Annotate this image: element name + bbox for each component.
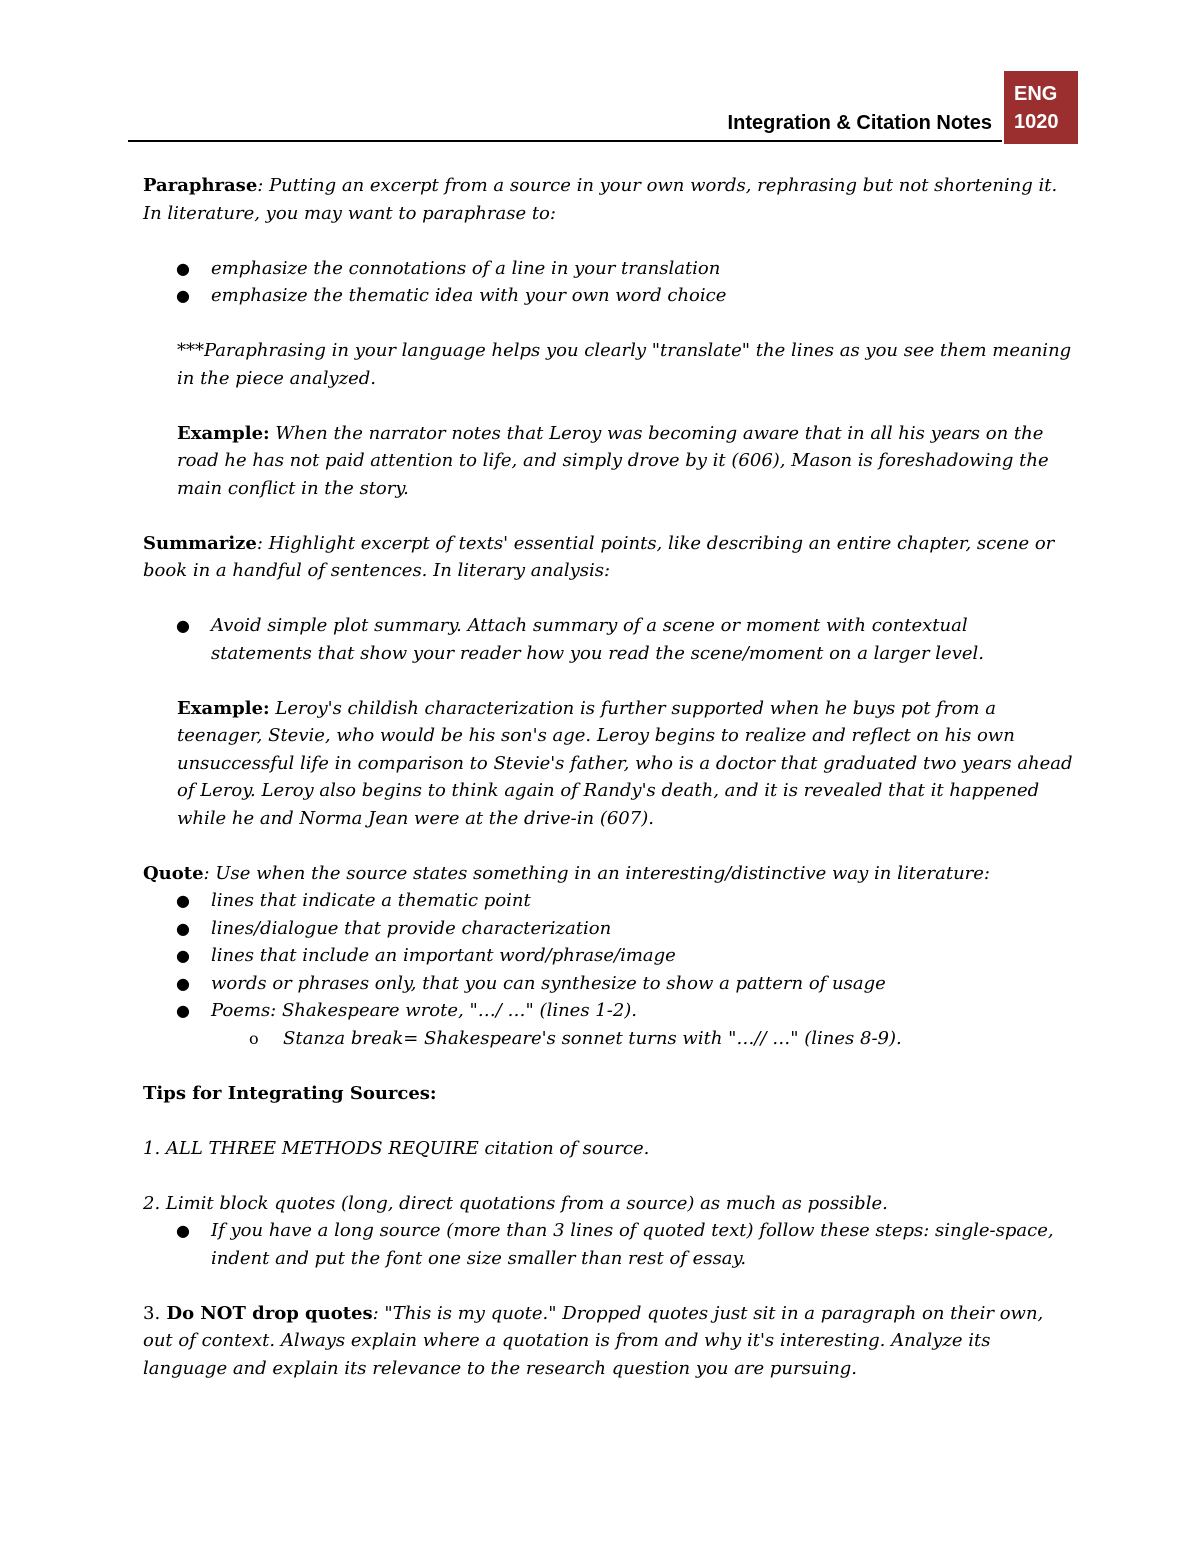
list-item: ● lines that indicate a thematic point — [143, 887, 1073, 915]
paraphrase-note: ***Paraphrasing in your language helps you clearly "translate" the lines as you see them meaning in the piece analyzed. — [177, 340, 1072, 389]
tip-3: 3. Do NOT drop quotes: "This is my quote." Dropped quotes just sit in a paragraph on their own, out of context. Always explain where a quotation is from and why it's interesting. Analyze its language and explain its relevance to the research question you are pursuing. — [143, 1302, 1044, 1379]
list-item: ● Avoid simple plot summary. Attach summary of a scene or moment with contextual statements that show your reader how you read the scene/moment on a larger level. — [143, 612, 1073, 667]
bullet-icon: ● — [176, 946, 190, 965]
tip-2: 2. Limit block quotes (long, direct quotations from a source) as much as possible. — [143, 1192, 888, 1214]
bullet-icon: ● — [176, 1221, 190, 1240]
list-item: ● Poems: Shakespeare wrote, "…/ …" (lines 1-2). — [143, 997, 1073, 1025]
course-badge-subject: ENG — [1014, 82, 1058, 105]
bullet-icon: ● — [176, 918, 190, 938]
example-label: Example: — [177, 422, 270, 444]
bullet-icon: ● — [176, 891, 190, 910]
summarize-heading: Summarize — [143, 532, 257, 554]
summarize-definition: Summarize: Highlight excerpt of texts' essential points, like describing an entire chapter, scene or book in a handful of sentences. In literary analysis: — [143, 532, 1055, 581]
sub-list-item: o Stanza break= Shakespeare's sonnet turns with "…// …" (lines 8-9). — [143, 1025, 1073, 1053]
summarize-example: Example: Leroy's childish characterization is further supported when he buys pot from a teenager, Stevie, who would be his son's age. Leroy begins to realize and reflect on his own unsuccessful life in comparison to Stevie's father, who is a doctor that graduated two years ahead of Leroy. Leroy also begins to think again of Randy's death, and it is revealed that it happened while he and Norma Jean were at the drive-in (607). — [177, 697, 1073, 829]
document-body — [143, 172, 1073, 1382]
list-item: ● emphasize the thematic idea with your own word choice — [143, 282, 1073, 310]
paraphrase-example: Example: When the narrator notes that Leroy was becoming aware that in all his years on the road he has not paid attention to life, and simply drove by it (606), Mason is foreshadowing the main conflict in the story. — [177, 422, 1049, 499]
header-rule — [128, 140, 1002, 142]
hollow-bullet-icon: o — [249, 1028, 259, 1048]
paraphrase-list — [143, 255, 1073, 310]
list-item: ● lines/dialogue that provide characterization — [143, 915, 1073, 943]
document-title: Integration & Citation Notes — [727, 112, 992, 134]
list-item: ● words or phrases only, that you can synthesize to show a pattern of usage — [143, 970, 1073, 998]
course-badge — [1004, 71, 1078, 144]
quote-heading: Quote — [143, 862, 204, 884]
bullet-icon: ● — [176, 1001, 190, 1020]
quote-list — [143, 887, 1073, 1052]
tip-2-list — [143, 1217, 1073, 1272]
quote-definition: Quote: Use when the source states something in an interesting/distinctive way in literature: — [143, 862, 990, 884]
list-item: ● emphasize the connotations of a line in your translation — [143, 255, 1073, 283]
paraphrase-definition: Paraphrase: Putting an excerpt from a source in your own words, rephrasing but not shortening it. In literature, you may want to paraphrase to: — [143, 175, 1058, 224]
bullet-icon: ● — [176, 973, 190, 993]
paraphrase-heading: Paraphrase — [143, 175, 258, 196]
list-item: ● lines that include an important word/phrase/image — [143, 942, 1073, 970]
tip-1: 1. ALL THREE METHODS REQUIRE citation of source. — [143, 1137, 650, 1159]
course-badge-number: 1020 — [1014, 110, 1059, 133]
tip-3-label: Do NOT drop quotes — [160, 1302, 373, 1324]
tips-heading: Tips for Integrating Sources: — [143, 1082, 437, 1104]
bullet-icon: ● — [176, 258, 190, 278]
bullet-icon: ● — [176, 616, 190, 635]
example-label: Example: — [177, 697, 270, 719]
list-item: ● If you have a long source (more than 3 lines of quoted text) follow these steps: single-space, indent and put the font one size smaller than rest of essay. — [143, 1217, 1073, 1272]
bullet-icon: ● — [176, 286, 190, 305]
summarize-list — [143, 612, 1073, 667]
